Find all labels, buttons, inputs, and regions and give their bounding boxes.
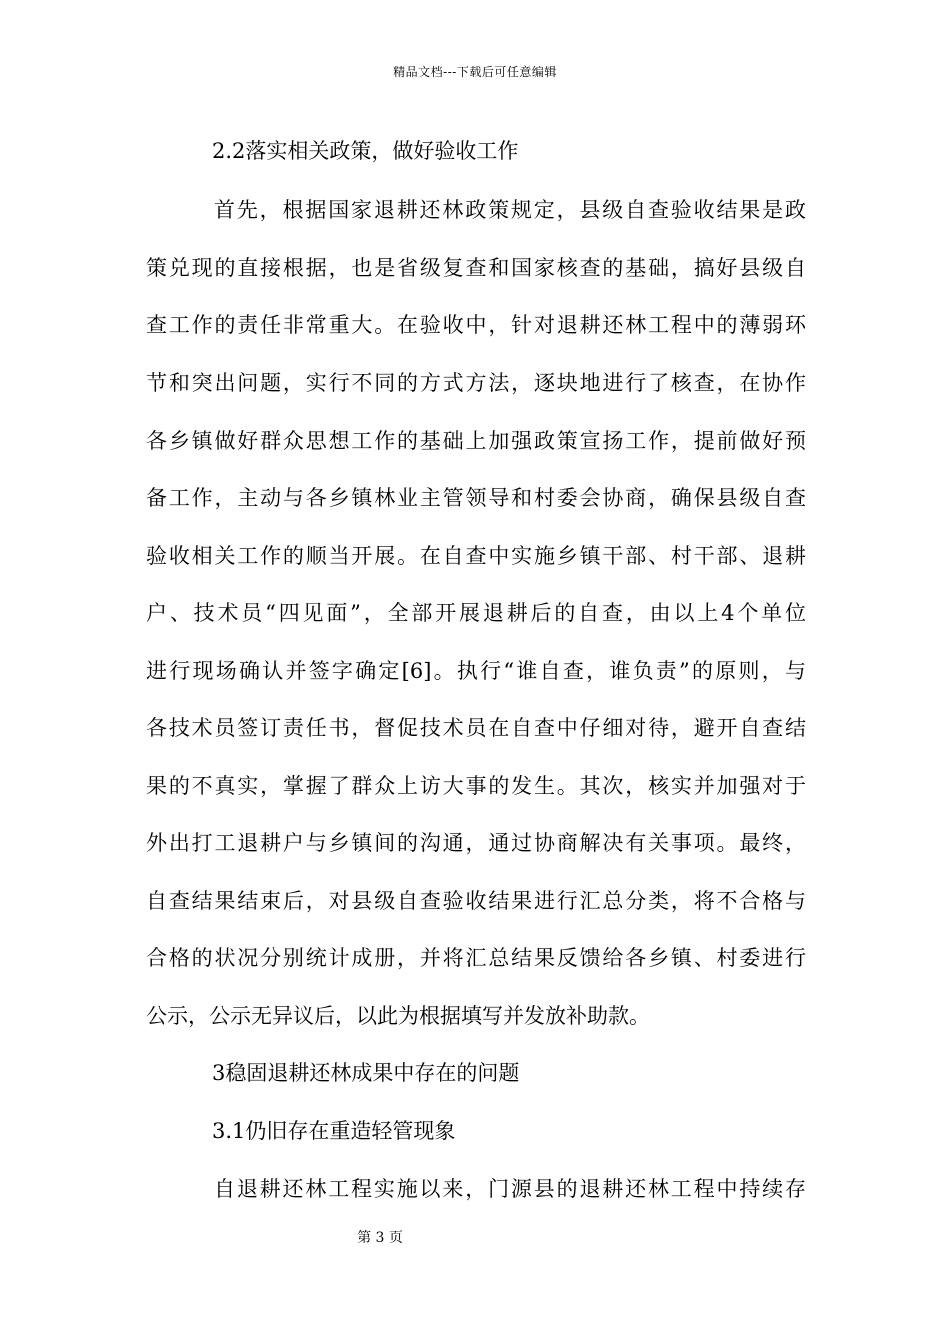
paragraph-line: 查工作的责任非常重大。在验收中，针对退耕还林工程中的薄弱环 (146, 313, 806, 337)
paragraph-line: 自退耕还林工程实施以来，门源县的退耕还林工程中持续存 (214, 1177, 806, 1201)
paragraph-line: 策兑现的直接根据，也是省级复查和国家核查的基础，搞好县级自 (146, 256, 806, 280)
page-header: 精品文档---下载后可任意编辑 (393, 65, 557, 79)
paragraph-line: 果的不真实，掌握了群众上访大事的发生。其次，核实并加强对于 (146, 774, 806, 798)
paragraph-line: 合格的状况分别统计成册，并将汇总结果反馈给各乡镇、村委进行 (146, 946, 806, 970)
page-number: 第 3 页 (357, 1230, 403, 1246)
section-heading-2-2: 2.2落实相关政策，做好验收工作 (212, 139, 519, 163)
paragraph-line: 验收相关工作的顺当开展。在自查中实施乡镇干部、村干部、退耕 (146, 544, 806, 568)
paragraph-line: 外出打工退耕户与乡镇间的沟通，通过协商解决有关事项。最终， (146, 831, 806, 855)
paragraph-line: 各技术员签订责任书，督促技术员在自查中仔细对待，避开自查结 (146, 716, 806, 740)
section-heading-3: 3稳固退耕还林成果中存在的问题 (212, 1061, 520, 1085)
paragraph-line: 公示，公示无异议后，以此为根据填写并发放补助款。 (146, 1004, 650, 1028)
section-heading-3-1: 3.1仍旧存在重造轻管现象 (212, 1119, 456, 1143)
paragraph-line: 进行现场确认并签字确定[6]。执行“谁自查，谁负责”的原则，与 (146, 659, 806, 683)
paragraph-line: 备工作，主动与各乡镇林业主管领导和村委会协商，确保县级自查 (146, 486, 806, 510)
paragraph-line: 各乡镇做好群众思想工作的基础上加强政策宣扬工作，提前做好预 (146, 429, 806, 453)
paragraph-line: 户、技术员“四见面”，全部开展退耕后的自查，由以上4个单位 (146, 601, 806, 625)
paragraph-line: 首先，根据国家退耕还林政策规定，县级自查验收结果是政 (214, 198, 806, 222)
paragraph-line: 自查结果结束后，对县级自查验收结果进行汇总分类，将不合格与 (146, 889, 806, 913)
paragraph-line: 节和突出问题，实行不同的方式方法，逐块地进行了核查，在协作 (146, 371, 806, 395)
